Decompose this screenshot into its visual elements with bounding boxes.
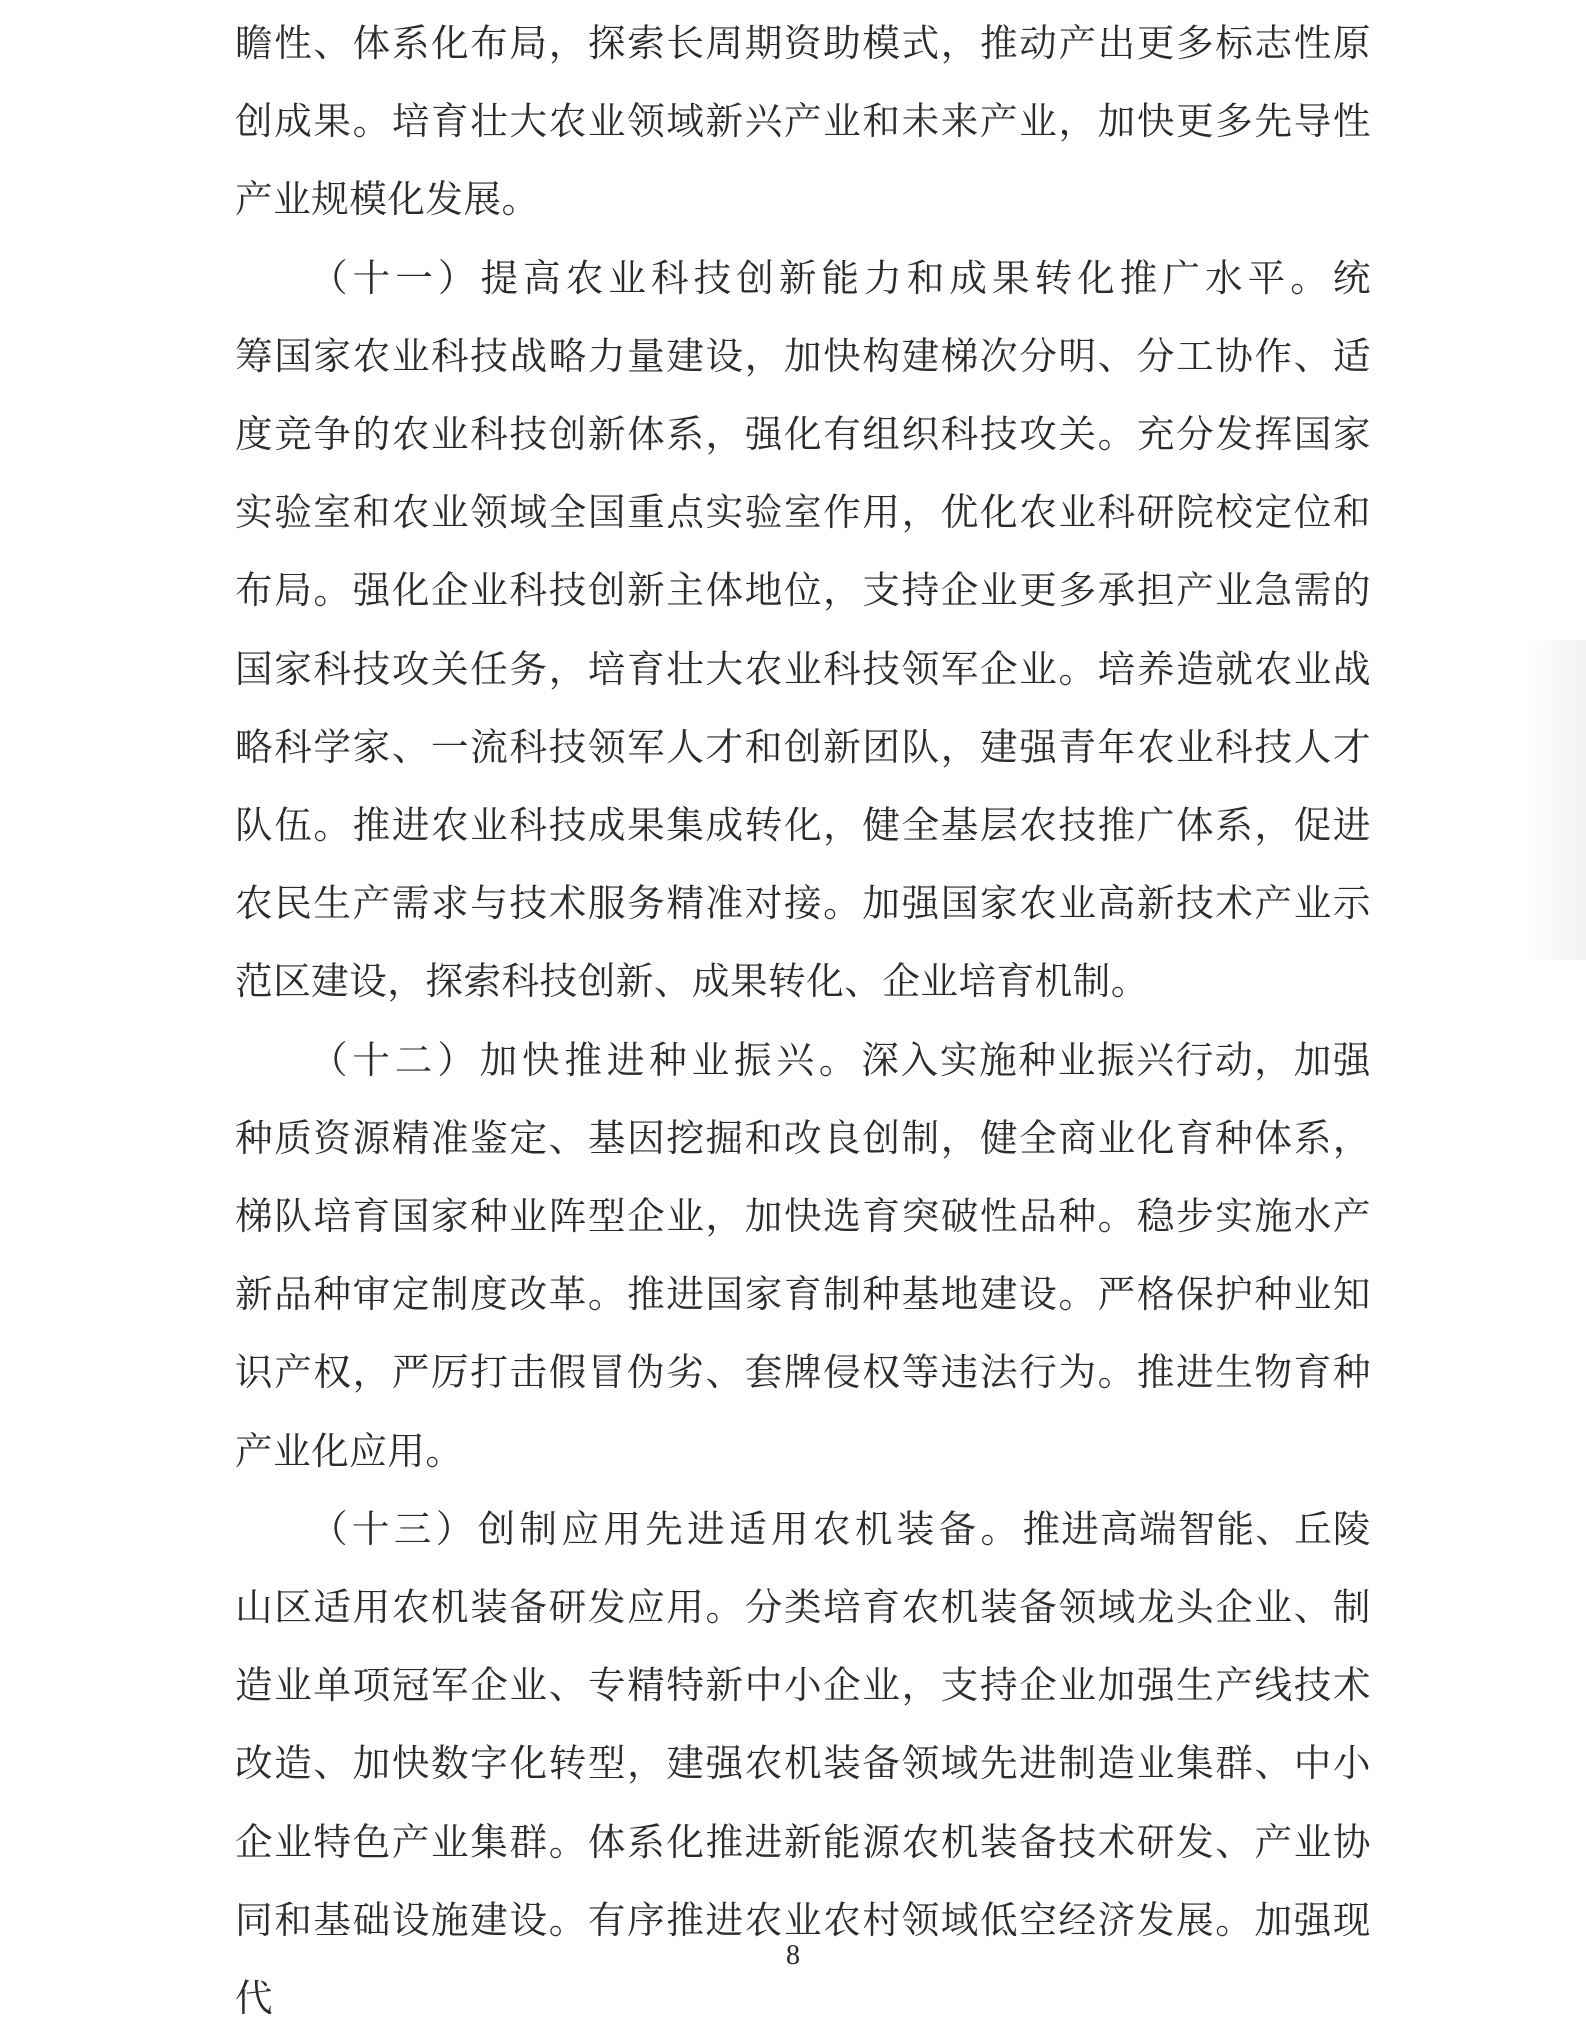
- paragraph-text: 瞻性、体系化布局，探索长周期资助模式，推动产出更多标志性原创成果。培育壮大农业领域新兴产业和未来产业，加快更多先导性产业规模化发展。: [235, 21, 1371, 222]
- paragraph-section-12: [235, 1021, 1371, 1490]
- section-heading: （十一）提高农业科技创新能力和成果转化推广水平。: [310, 255, 1333, 300]
- paragraph-continuation: [235, 4, 1371, 239]
- section-heading: （十二）加快推进种业振兴。: [310, 1037, 862, 1082]
- paragraph-text: 推进高端智能、丘陵山区适用农机装备研发应用。分类培育农机装备领域龙头企业、制造业单项冠军企业、专精特新中小企业，支持企业加强生产线技术改造、加快数字化转型，建强农机装备领域先进制造业集群、中小企业特色产业集群。体系化推进新能源农机装备技术研发、产业协同和基础设施建设。有序推进农业农村领域低空经济发展。加强现代: [235, 1506, 1372, 2021]
- document-body: [235, 4, 1371, 2037]
- paragraph-section-11: [235, 239, 1371, 1021]
- paragraph-text: 统筹国家农业科技战略力量建设，加快构建梯次分明、分工协作、适度竞争的农业科技创新体系，强化有组织科技攻关。充分发挥国家实验室和农业领域全国重点实验室作用，优化农业科研院校定位和布局。强化企业科技创新主体地位，支持企业更多承担产业急需的国家科技攻关任务，培育壮大农业科技领军企业。培养造就农业战略科学家、一流科技领军人才和创新团队，建强青年农业科技人才队伍。推进农业科技成果集成转化，健全基层农技推广体系，促进农民生产需求与技术服务精准对接。加强国家农业高新技术产业示范区建设，探索科技创新、成果转化、企业培育机制。: [235, 255, 1371, 1004]
- page-edge-shadow: [1526, 640, 1586, 960]
- page-number: 8: [786, 1940, 800, 1971]
- paragraph-text: 深入实施种业振兴行动，加强种质资源精准鉴定、基因挖掘和改良创制，健全商业化育种体系，梯队培育国家种业阵型企业，加快选育突破性品种。稳步实施水产新品种审定制度改革。推进国家育制种基地建设。严格保护种业知识产权，严厉打击假冒伪劣、套牌侵权等违法行为。推进生物育种产业化应用。: [235, 1037, 1371, 1473]
- section-heading: （十三）创制应用先进适用农机装备。: [310, 1506, 1023, 1551]
